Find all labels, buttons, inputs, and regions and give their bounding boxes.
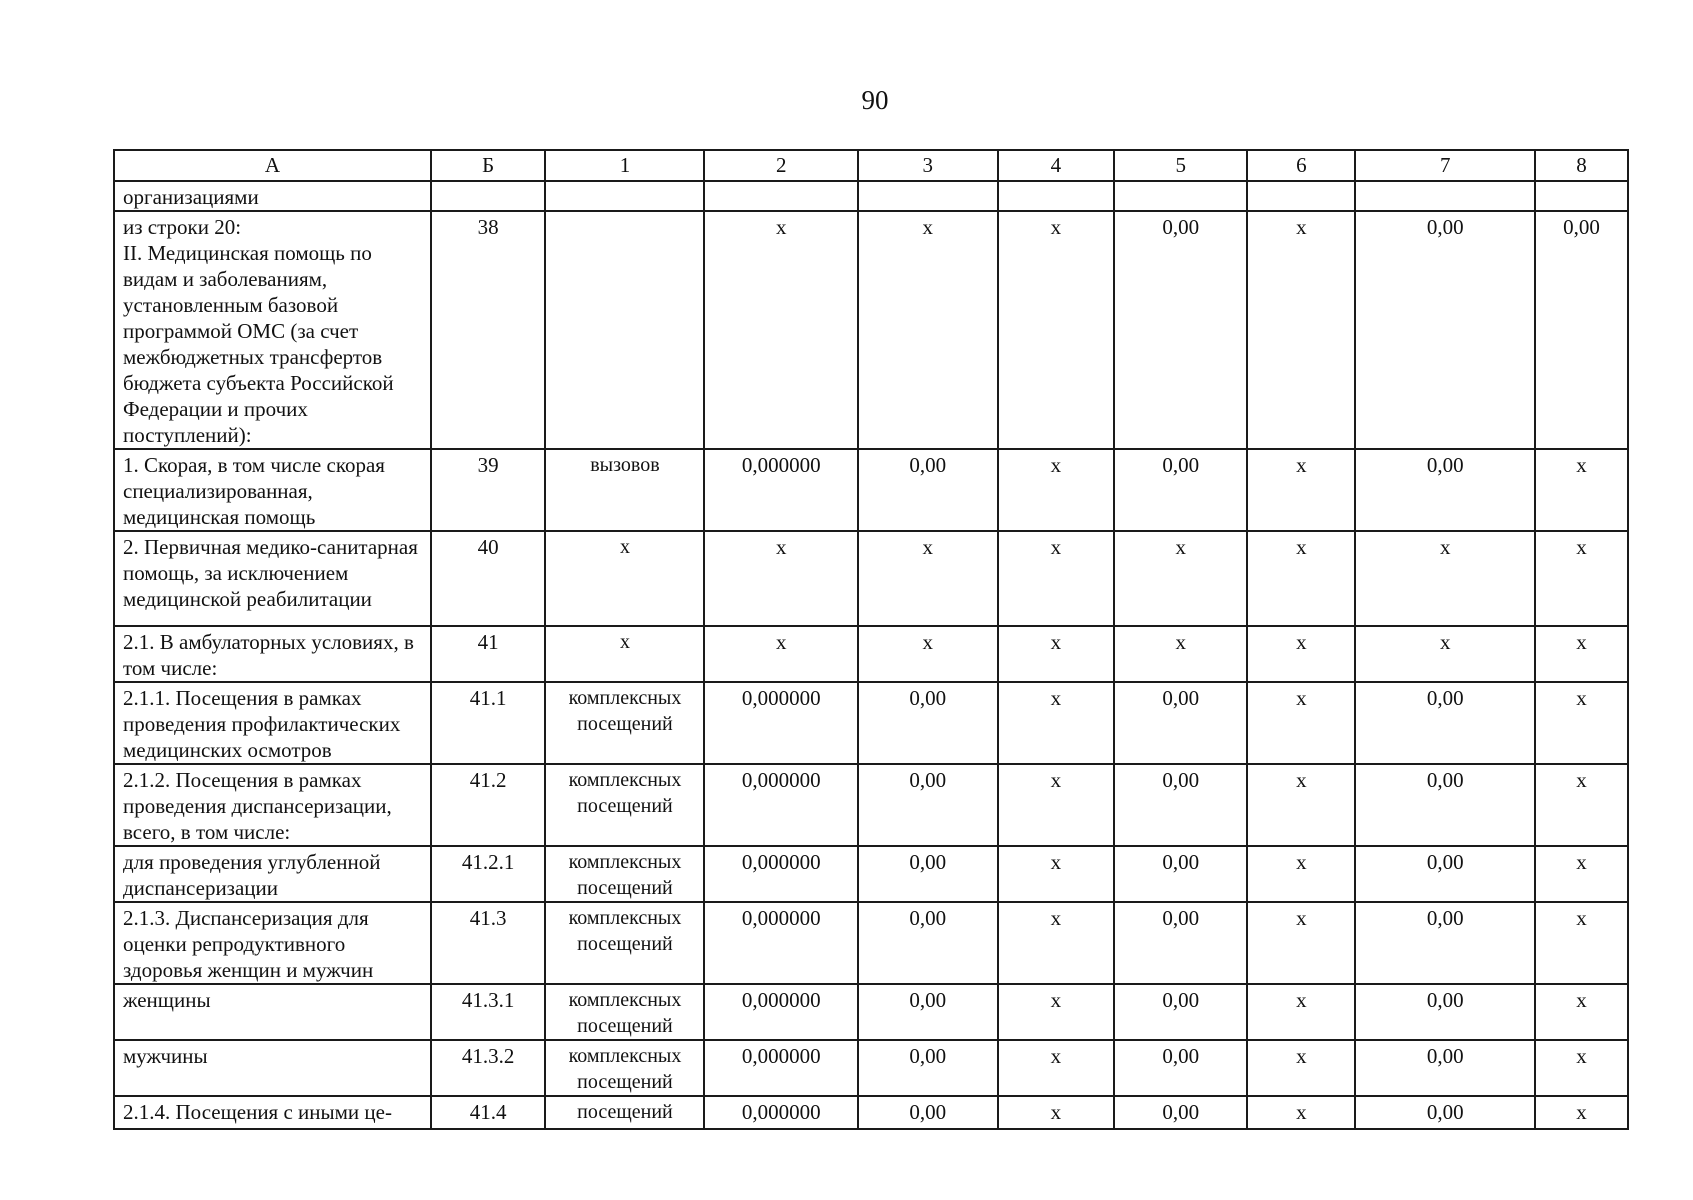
row-unit-cell xyxy=(545,211,704,449)
row-col6-cell: х xyxy=(1247,682,1355,764)
table-body xyxy=(114,181,1628,1129)
table-row xyxy=(114,902,1628,984)
row-code-cell: 41.2 xyxy=(431,764,546,846)
row-code-cell: 38 xyxy=(431,211,546,449)
row-col7-cell: 0,00 xyxy=(1355,984,1535,1040)
header-cell-1: 1 xyxy=(545,150,704,181)
row-col2-cell: 0,000000 xyxy=(704,1096,858,1129)
header-cell-8: 8 xyxy=(1535,150,1628,181)
row-name-cell: 2. Первичная медико-санитарная помощь, за исключением медицинской реабилитации xyxy=(114,531,431,626)
row-col3-cell: 0,00 xyxy=(858,1040,998,1096)
row-code-cell: 41.2.1 xyxy=(431,846,546,902)
row-col2-cell: 0,000000 xyxy=(704,764,858,846)
row-unit-cell: комплексных посещений xyxy=(545,902,704,984)
row-col3-cell: 0,00 xyxy=(858,682,998,764)
row-col5-cell: 0,00 xyxy=(1114,1096,1247,1129)
table-row xyxy=(114,1040,1628,1096)
row-col7-cell: 0,00 xyxy=(1355,682,1535,764)
row-col7-cell: 0,00 xyxy=(1355,1096,1535,1129)
table-row xyxy=(114,531,1628,626)
table-row xyxy=(114,846,1628,902)
row-unit-cell: комплексных посещений xyxy=(545,846,704,902)
row-col5-cell: 0,00 xyxy=(1114,211,1247,449)
row-col5-cell: 0,00 xyxy=(1114,449,1247,531)
row-col8-cell: х xyxy=(1535,764,1628,846)
row-col5-cell: 0,00 xyxy=(1114,682,1247,764)
row-col6-cell: х xyxy=(1247,764,1355,846)
row-code-cell: 41.3 xyxy=(431,902,546,984)
row-name-cell: 2.1. В амбулаторных условиях, в том числе: xyxy=(114,626,431,682)
row-col4-cell: х xyxy=(998,531,1115,626)
row-col3-cell: 0,00 xyxy=(858,1096,998,1129)
row-code-cell xyxy=(431,181,546,211)
row-col4-cell: х xyxy=(998,902,1115,984)
row-col2-cell: 0,000000 xyxy=(704,682,858,764)
row-col3-cell: 0,00 xyxy=(858,449,998,531)
row-code-cell: 41.3.1 xyxy=(431,984,546,1040)
row-col4-cell: х xyxy=(998,626,1115,682)
table-row xyxy=(114,984,1628,1040)
row-code-cell: 41.3.2 xyxy=(431,1040,546,1096)
row-unit-cell: посещений xyxy=(545,1096,704,1129)
page-number: 90 xyxy=(861,85,889,115)
row-col6-cell xyxy=(1247,181,1355,211)
row-name-cell: 2.1.1. Посещения в рамках проведения профилактических медицинских осмотров xyxy=(114,682,431,764)
row-col8-cell: х xyxy=(1535,846,1628,902)
row-col8-cell: 0,00 xyxy=(1535,211,1628,449)
row-col2-cell: х xyxy=(704,211,858,449)
row-col5-cell: 0,00 xyxy=(1114,1040,1247,1096)
row-unit-cell: х xyxy=(545,531,704,626)
row-col5-cell: 0,00 xyxy=(1114,846,1247,902)
row-col4-cell: х xyxy=(998,211,1115,449)
table-row xyxy=(114,682,1628,764)
row-col4-cell: х xyxy=(998,846,1115,902)
row-col5-cell: 0,00 xyxy=(1114,902,1247,984)
row-col2-cell: 0,000000 xyxy=(704,902,858,984)
row-code-cell: 40 xyxy=(431,531,546,626)
row-col2-cell: 0,000000 xyxy=(704,846,858,902)
row-col8-cell: х xyxy=(1535,682,1628,764)
row-col6-cell: х xyxy=(1247,1096,1355,1129)
row-unit-cell: комплексных посещений xyxy=(545,1040,704,1096)
row-col4-cell: х xyxy=(998,1040,1115,1096)
row-col8-cell: х xyxy=(1535,626,1628,682)
row-col2-cell xyxy=(704,181,858,211)
row-col7-cell: 0,00 xyxy=(1355,902,1535,984)
row-col4-cell xyxy=(998,181,1115,211)
row-col7-cell: 0,00 xyxy=(1355,764,1535,846)
data-table xyxy=(113,149,1629,1130)
row-code-cell: 41 xyxy=(431,626,546,682)
header-cell-5: 5 xyxy=(1114,150,1247,181)
row-unit-cell: комплексных посещений xyxy=(545,682,704,764)
row-name-cell: мужчины xyxy=(114,1040,431,1096)
row-name-cell: 2.1.2. Посещения в рамках проведения диспансеризации, всего, в том числе: xyxy=(114,764,431,846)
row-col8-cell: х xyxy=(1535,1040,1628,1096)
row-col7-cell: 0,00 xyxy=(1355,211,1535,449)
row-col3-cell: 0,00 xyxy=(858,846,998,902)
row-col8-cell: х xyxy=(1535,1096,1628,1129)
table-row xyxy=(114,181,1628,211)
row-col6-cell: х xyxy=(1247,984,1355,1040)
header-cell-2: 2 xyxy=(704,150,858,181)
row-unit-cell: х xyxy=(545,626,704,682)
row-name-cell: организациями xyxy=(114,181,431,211)
table-row xyxy=(114,626,1628,682)
row-unit-cell: вызовов xyxy=(545,449,704,531)
row-col6-cell: х xyxy=(1247,211,1355,449)
row-unit-cell xyxy=(545,181,704,211)
row-col5-cell: х xyxy=(1114,531,1247,626)
table-row xyxy=(114,449,1628,531)
row-col3-cell: х xyxy=(858,626,998,682)
row-col6-cell: х xyxy=(1247,902,1355,984)
table-row xyxy=(114,764,1628,846)
row-col5-cell: х xyxy=(1114,626,1247,682)
row-col6-cell: х xyxy=(1247,449,1355,531)
row-col7-cell xyxy=(1355,181,1535,211)
header-row xyxy=(114,150,1628,181)
row-col6-cell: х xyxy=(1247,1040,1355,1096)
row-col8-cell: х xyxy=(1535,531,1628,626)
row-col3-cell: х xyxy=(858,211,998,449)
row-col5-cell: 0,00 xyxy=(1114,764,1247,846)
table-row xyxy=(114,211,1628,449)
header-cell-b: Б xyxy=(431,150,546,181)
row-code-cell: 39 xyxy=(431,449,546,531)
row-unit-cell: комплексных посещений xyxy=(545,764,704,846)
table-row xyxy=(114,1096,1628,1129)
row-name-cell: из строки 20: II. Медицинская помощь по видам и заболеваниям, установленным базовой программой ОМС (за счет межбюджетных трансфертов бюджета субъекта Российской Федерации и прочих поступлений): xyxy=(114,211,431,449)
row-col6-cell: х xyxy=(1247,626,1355,682)
row-col7-cell: х xyxy=(1355,626,1535,682)
row-col5-cell: 0,00 xyxy=(1114,984,1247,1040)
row-col2-cell: х xyxy=(704,626,858,682)
header-cell-a: А xyxy=(114,150,431,181)
row-col8-cell xyxy=(1535,181,1628,211)
row-col3-cell xyxy=(858,181,998,211)
row-col3-cell: 0,00 xyxy=(858,764,998,846)
row-col4-cell: х xyxy=(998,1096,1115,1129)
row-col7-cell: 0,00 xyxy=(1355,1040,1535,1096)
row-col8-cell: х xyxy=(1535,902,1628,984)
row-col2-cell: х xyxy=(704,531,858,626)
row-name-cell: женщины xyxy=(114,984,431,1040)
header-cell-3: 3 xyxy=(858,150,998,181)
row-col2-cell: 0,000000 xyxy=(704,1040,858,1096)
row-col7-cell: 0,00 xyxy=(1355,846,1535,902)
row-col3-cell: х xyxy=(858,531,998,626)
row-col5-cell xyxy=(1114,181,1247,211)
row-col4-cell: х xyxy=(998,449,1115,531)
header-cell-4: 4 xyxy=(998,150,1115,181)
row-unit-cell: комплексных посещений xyxy=(545,984,704,1040)
table-header xyxy=(114,150,1628,181)
row-col2-cell: 0,000000 xyxy=(704,984,858,1040)
row-col6-cell: х xyxy=(1247,531,1355,626)
row-col4-cell: х xyxy=(998,984,1115,1040)
row-name-cell: 1. Скорая, в том числе скорая специализированная, медицинская помощь xyxy=(114,449,431,531)
row-code-cell: 41.4 xyxy=(431,1096,546,1129)
row-col3-cell: 0,00 xyxy=(858,902,998,984)
row-col8-cell: х xyxy=(1535,984,1628,1040)
row-name-cell: 2.1.3. Диспансеризация для оценки репродуктивного здоровья женщин и мужчин xyxy=(114,902,431,984)
row-col2-cell: 0,000000 xyxy=(704,449,858,531)
header-cell-6: 6 xyxy=(1247,150,1355,181)
row-col4-cell: х xyxy=(998,682,1115,764)
row-name-cell: 2.1.4. Посещения с иными це- xyxy=(114,1096,431,1129)
row-col8-cell: х xyxy=(1535,449,1628,531)
row-col3-cell: 0,00 xyxy=(858,984,998,1040)
row-col4-cell: х xyxy=(998,764,1115,846)
header-cell-7: 7 xyxy=(1355,150,1535,181)
row-code-cell: 41.1 xyxy=(431,682,546,764)
row-col7-cell: х xyxy=(1355,531,1535,626)
row-col6-cell: х xyxy=(1247,846,1355,902)
row-col7-cell: 0,00 xyxy=(1355,449,1535,531)
row-name-cell: для проведения углубленной диспансеризации xyxy=(114,846,431,902)
